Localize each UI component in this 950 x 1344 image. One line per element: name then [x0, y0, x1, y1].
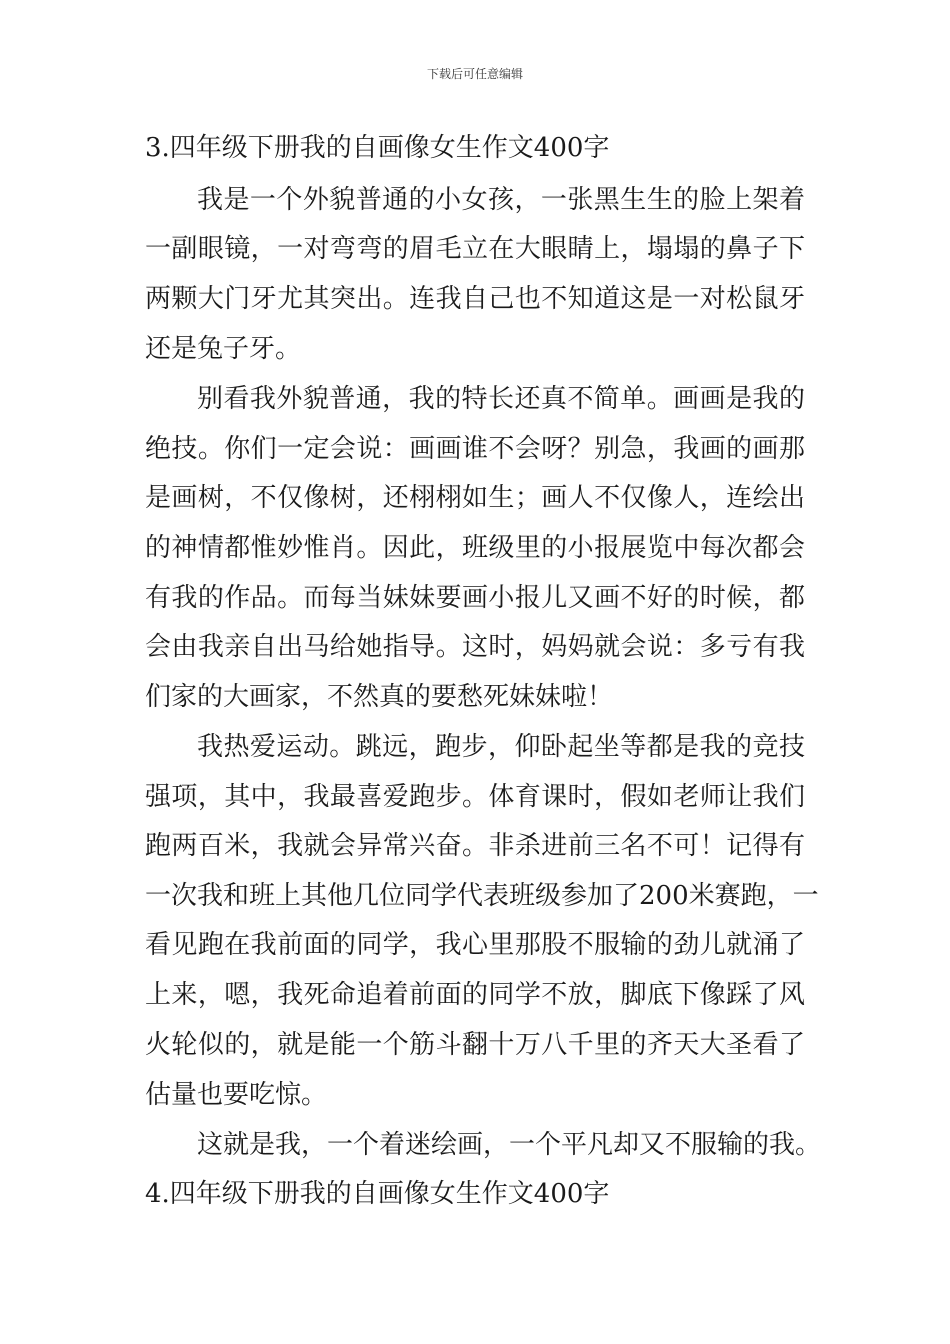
page-header-note: 下载后可任意编辑: [426, 67, 523, 81]
section-4-heading: 4.四年级下册我的自画像女生作文400字: [145, 1179, 610, 1209]
section-3-heading: 3.四年级下册我的自画像女生作文400字: [145, 133, 610, 163]
paragraph-3-line-3: 跑两百米，我就会异常兴奋。非杀进前三名不可！记得有: [145, 831, 805, 861]
paragraph-1-line-1: 我是一个外貌普通的小女孩，一张黑生生的脸上架着: [197, 185, 805, 215]
paragraph-3-line-7: 火轮似的，就是能一个筋斗翻十万八千里的齐天大圣看了: [145, 1030, 805, 1060]
paragraph-2-line-6: 会由我亲自出马给她指导。这时，妈妈就会说：多亏有我: [145, 632, 805, 662]
paragraph-1-line-4: 还是兔子牙。: [145, 334, 302, 364]
paragraph-3-line-8: 估量也要吃惊。: [145, 1080, 328, 1110]
paragraph-1-line-3: 两颗大门牙尤其突出。连我自己也不知道这是一对松鼠牙: [145, 284, 805, 314]
paragraph-2-line-1: 别看我外貌普通，我的特长还真不简单。画画是我的: [197, 384, 805, 414]
paragraph-3-line-2: 强项，其中，我最喜爱跑步。体育课时，假如老师让我们: [145, 782, 805, 812]
paragraph-3-line-5: 看见跑在我前面的同学，我心里那股不服输的劲儿就涌了: [145, 930, 805, 960]
paragraph-2-line-5: 有我的作品。而每当妹妹要画小报儿又画不好的时候，都: [145, 583, 805, 613]
paragraph-3-line-4: 一次我和班上其他几位同学代表班级参加了200米赛跑，一: [145, 881, 819, 911]
paragraph-1-line-2: 一副眼镜，一对弯弯的眉毛立在大眼睛上，塌塌的鼻子下: [145, 234, 805, 264]
paragraph-3-line-1: 我热爱运动。跳远，跑步，仰卧起坐等都是我的竞技: [197, 732, 805, 762]
paragraph-3-line-6: 上来，嗯，我死命追着前面的同学不放，脚底下像踩了风: [145, 980, 805, 1010]
paragraph-4-line-1: 这就是我，一个着迷绘画，一个平凡却又不服输的我。: [197, 1130, 822, 1160]
paragraph-2-line-4: 的神情都惟妙惟肖。因此，班级里的小报展览中每次都会: [145, 533, 805, 563]
paragraph-2-line-3: 是画树，不仅像树，还栩栩如生；画人不仅像人，连绘出: [145, 483, 805, 513]
paragraph-2-line-7: 们家的大画家，不然真的要愁死妹妹啦！: [145, 682, 614, 712]
paragraph-2-line-2: 绝技。你们一定会说：画画谁不会呀？别急，我画的画那: [145, 434, 805, 464]
